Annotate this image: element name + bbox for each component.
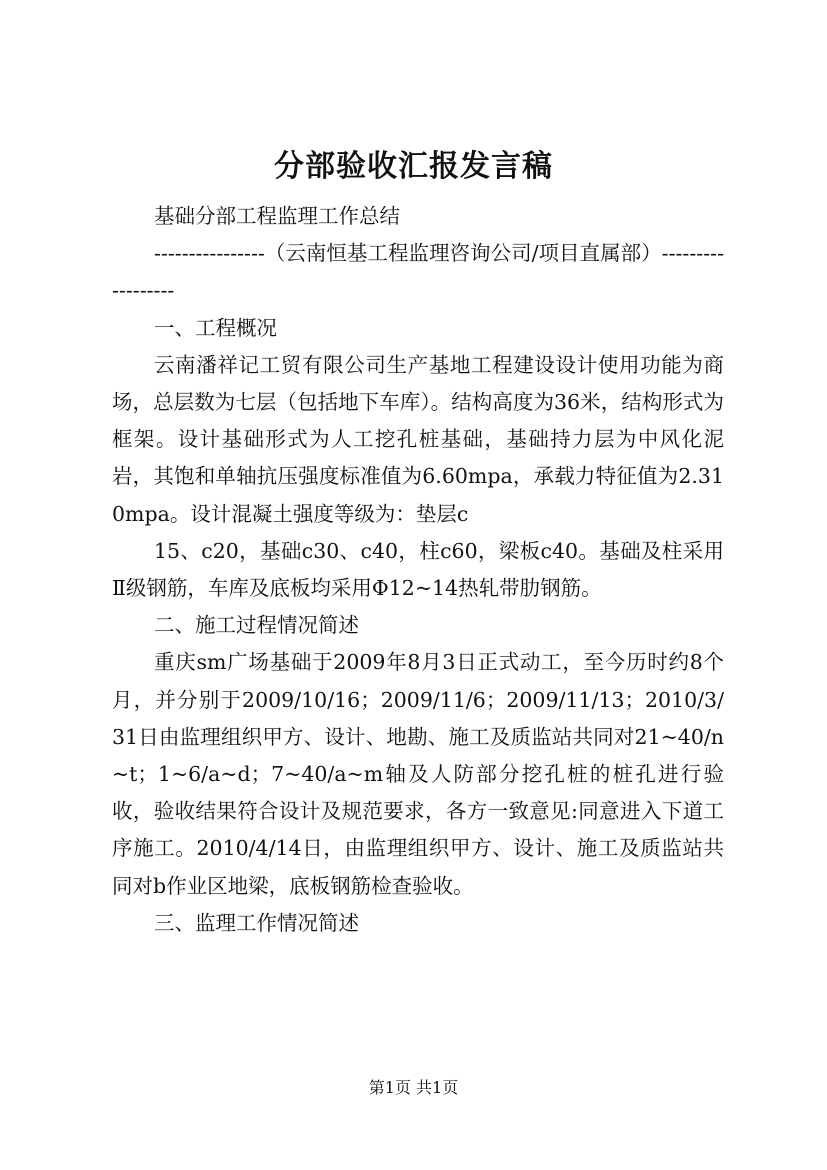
- organization-paragraph: ----------------（云南恒基工程监理咨询公司/项目直属部）------------------: [112, 241, 724, 303]
- section-heading-overview: 一、工程概况: [154, 315, 277, 340]
- overview-paragraph: 云南潘祥记工贸有限公司生产基地工程建设设计使用功能为商场，总层数为七层（包括地下车库）。结构高度为36米，结构形式为框架。设计基础形式为人工挖孔桩基础，基础持力层为中风化泥岩，其饱和单轴抗压强度标准值为6.60mpa，承载力特征值为2.310mpa。设计混凝土强度等级为：垫层c: [112, 352, 724, 526]
- section-heading-construction: 二、施工过程情况简述: [154, 613, 359, 638]
- concrete-grade-paragraph: 15、c20，基础c30、c40，柱c60，梁板c40。基础及柱采用Ⅱ级钢筋，车库及底板均采用Φ12~14热轧带肋钢筋。: [112, 538, 724, 601]
- document-title: 分部验收汇报发言稿: [274, 149, 553, 184]
- page-number: 第1页 共1页: [368, 1078, 459, 1097]
- construction-paragraph: 重庆sm广场基础于2009年8月3日正式动工，至今历时约8个月，并分别于2009/10/16；2009/11/6；2009/11/13；2010/3/31日由监理组织甲方、设计、地勘、施工及质监站共同对21~40/n~t；1~6/a~d；7~40/a~m轴及人防部分挖孔桩的桩孔进行验收，验收结果符合设计及规范要求，各方一致意见:同意进入下道工序施工。2010/4/14日，由监理组织甲方、设计、施工及质监站共同对b作业区地梁，底板钢筋检查验收。: [112, 650, 724, 898]
- subtitle-paragraph: 基础分部工程监理工作总结: [154, 204, 400, 228]
- section-heading-supervision: 三、监理工作情况简述: [154, 910, 359, 935]
- document-body: [112, 198, 724, 942]
